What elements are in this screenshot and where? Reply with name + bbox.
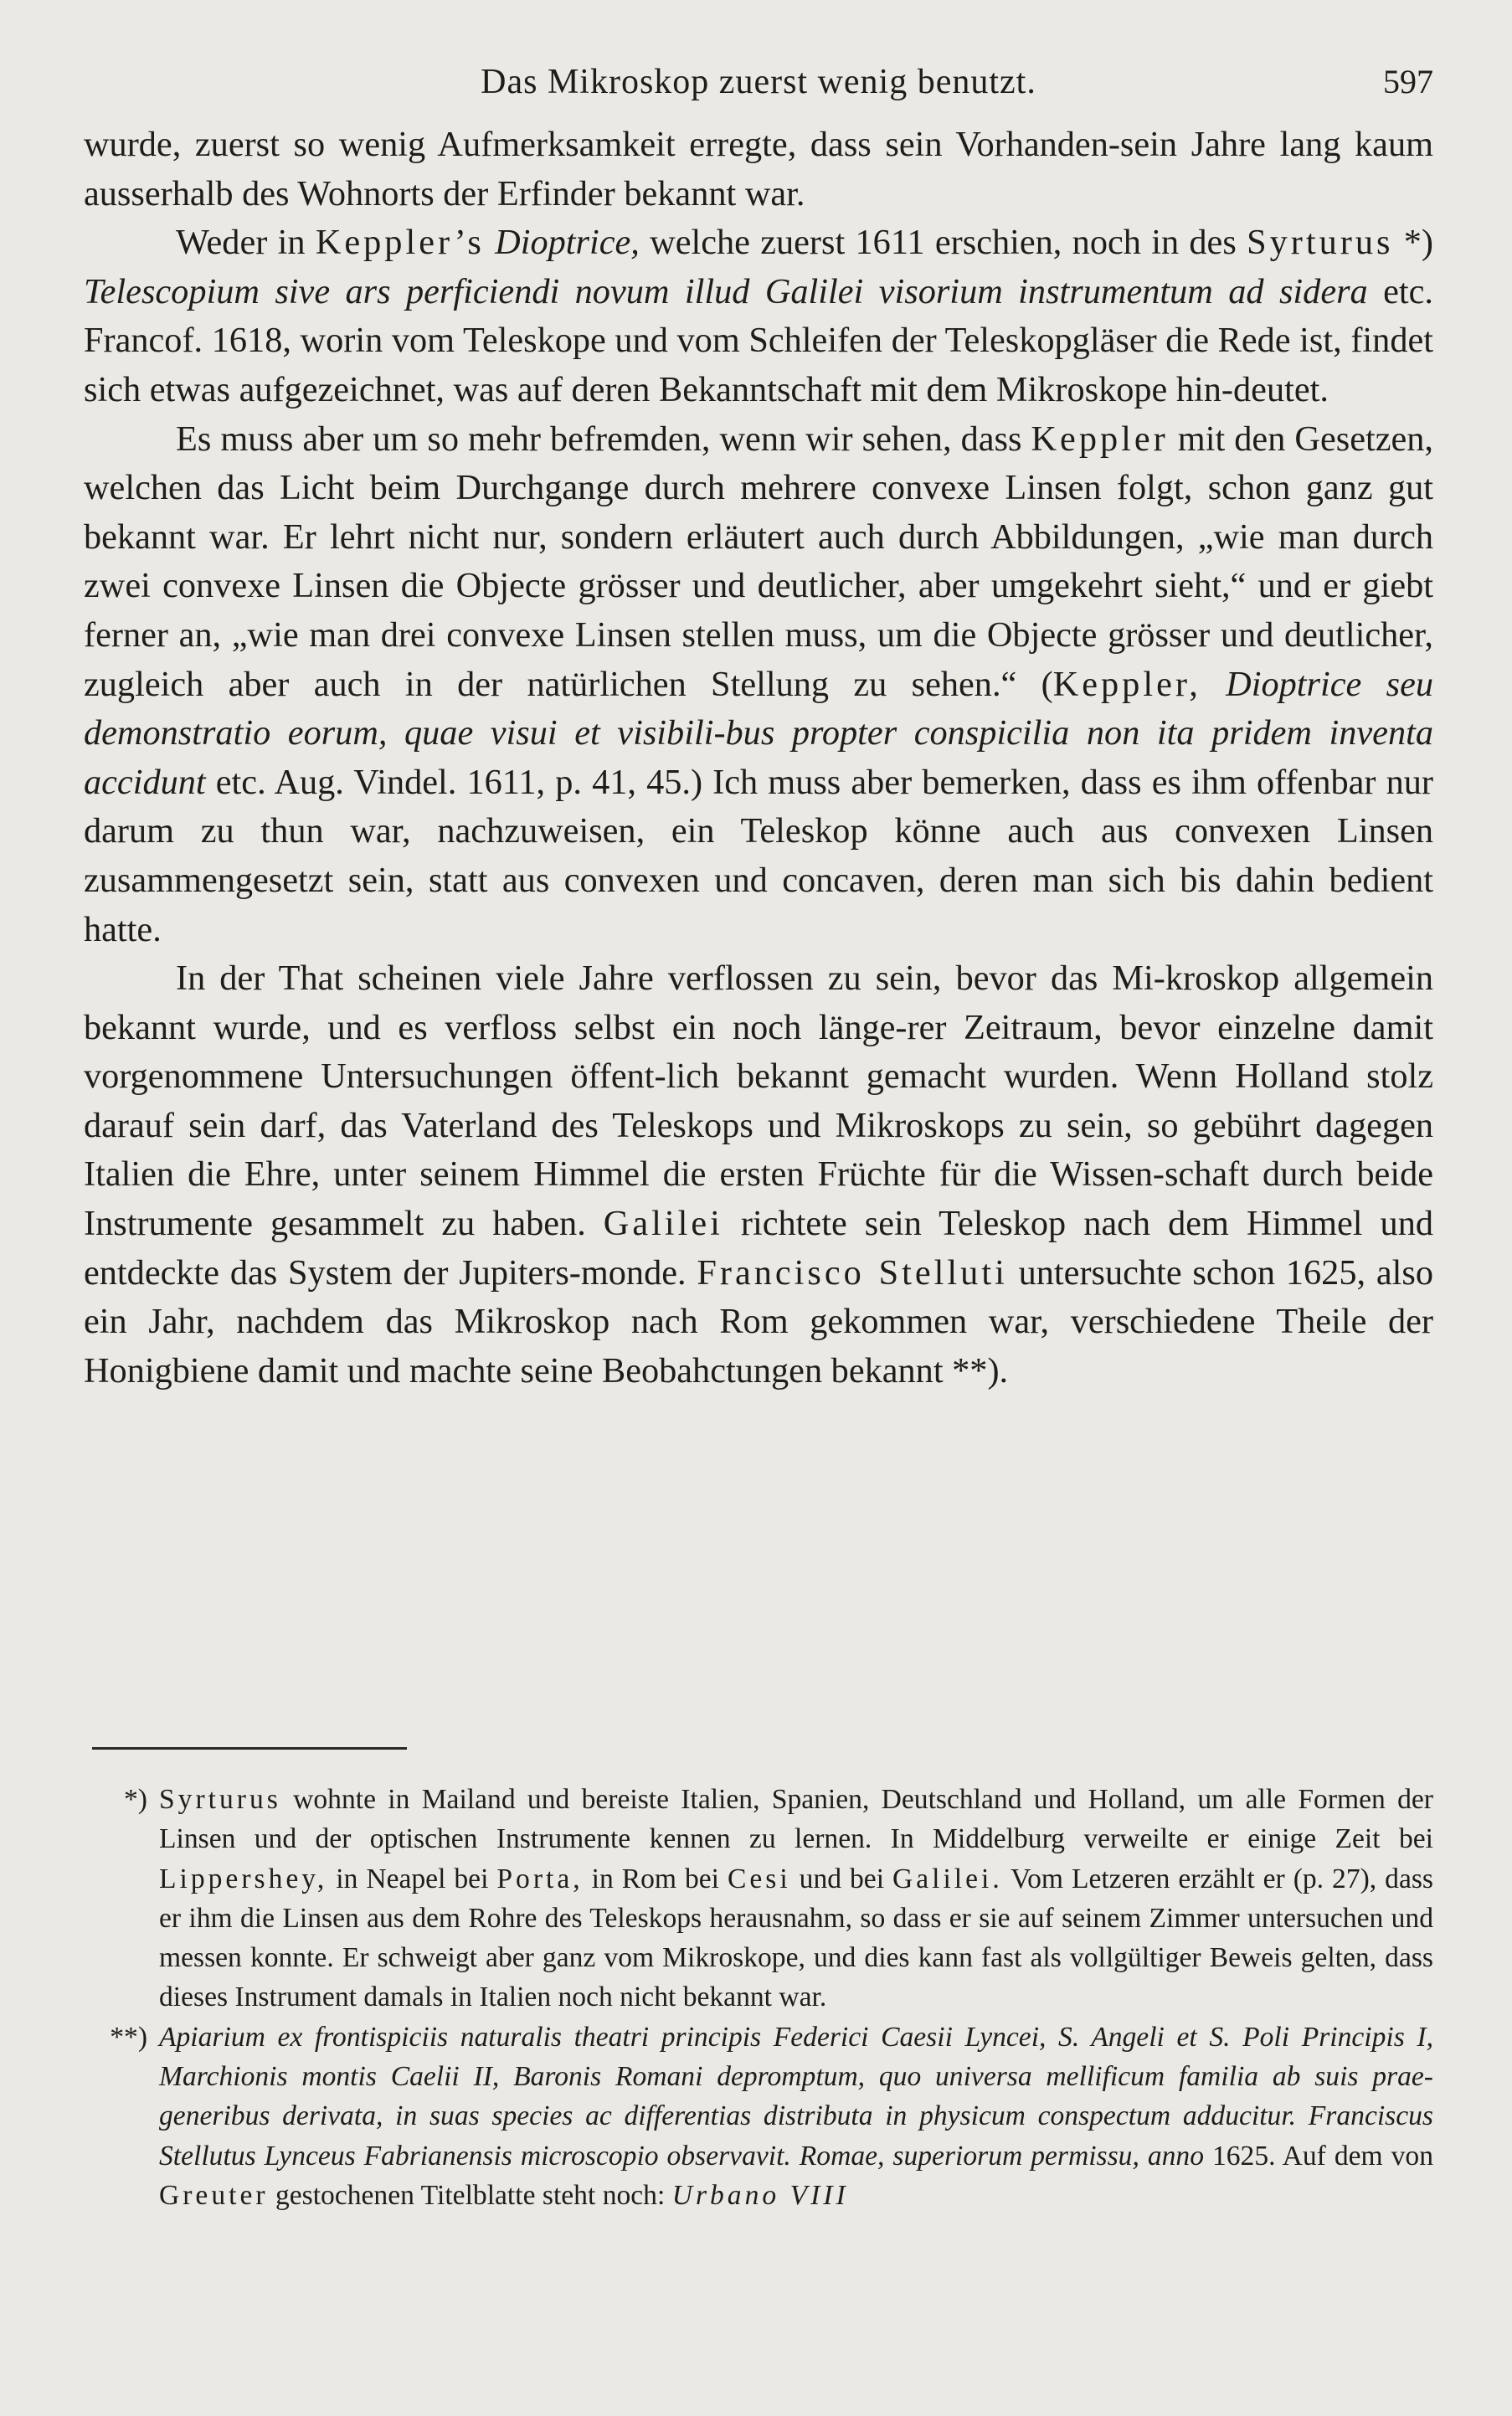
- p2-text-1: Weder in: [176, 223, 316, 263]
- title-dioptrice: Dioptrice,: [495, 223, 640, 263]
- name-keppler: Keppler,: [1052, 664, 1201, 704]
- footnote-2: [84, 2018, 1433, 2215]
- name-stelluti: Francisco Stelluti: [697, 1252, 1008, 1293]
- main-text: [84, 121, 1433, 1396]
- paragraph-4: [84, 954, 1433, 1396]
- name-syrturus: Syrturus: [1247, 223, 1394, 263]
- name-galilei: Galilei.: [892, 1863, 1003, 1894]
- name-syrturus: Syrturus: [159, 1784, 281, 1815]
- paragraph-1-text: wurde, zuerst so wenig Aufmerksamkeit erregte, dass sein Vorhanden-sein Jahre lang kaum ausserhalb des Wohnorts der Erfinder bekannt war.: [84, 125, 1433, 213]
- p2-text-2: [485, 223, 495, 262]
- name-keppler: Keppler’s: [315, 223, 485, 263]
- fn1-text-1: wohnte in Mailand und bereiste Italien, Spanien, Deutschland und Holland, um alle Formen der Linsen und der optischen Instrumente kennen zu lernen. In Middelburg verweilte er einige Zeit bei: [159, 1784, 1433, 1855]
- footnote-mark: **): [110, 2021, 147, 2053]
- name-greuter: Greuter: [159, 2179, 269, 2211]
- p3-text-1: Es muss aber um so mehr befremden, wenn wir sehen, dass: [176, 419, 1031, 459]
- name-galilei: Galilei: [603, 1204, 723, 1244]
- p2-text-5: etc. Francof. 1618, worin vom Teleskope und vom Schleifen der Teleskopgläser die Rede ist, findet sich etwas aufgezeichnet, was auf deren Bekanntschaft mit dem Mikroskope hin-deutet.: [84, 271, 1433, 409]
- page-number: 597: [1383, 63, 1433, 100]
- p4-text-1: In der That scheinen viele Jahre verflossen zu sein, bevor das Mi-kroskop allgemein bekannt wurde, und es verfloss selbst ein noch länge-rer Zeitraum, bevor einzelne damit vorgenommene Untersuchungen öffent-lich bekannt gemacht wurden. Wenn Holland stolz darauf sein darf, das Vaterland des Teleskops und Mikroskops zu sein, so gebührt dagegen Italien die Ehre, unter seinem Himmel die ersten Früchte für die Wissen-schaft durch beide Instrumente gesammelt zu haben.: [84, 959, 1433, 1244]
- fn2-text-2: gestochenen Titelblatte steht noch:: [268, 2179, 672, 2211]
- footnote-mark: *): [124, 1784, 147, 1815]
- title-dioptrice-full: Dioptrice seu demonstratio eorum, quae visui et visibili-bus propter conspicilia non ita pridem inventa accidunt: [84, 664, 1433, 802]
- paragraph-2: [84, 218, 1433, 414]
- fn1-text-5: Vom Letzeren erzählt er (p. 27), dass er ihm die Linsen aus dem Rohre des Teleskops herausnahm, so dass er sie auf seinem Zimmer untersuchen und messen konnte. Er schweigt aber ganz vom Mikroskope, und dies kann fast als vollgültiger Beweis gelten, dass dieses Instrument damals in Italien noch nicht bekannt war.: [159, 1863, 1433, 2013]
- footnote-divider: [92, 1747, 407, 1750]
- p4-text-3: untersuchte schon 1625, also ein Jahr, nachdem das Mikroskop nach Rom gekommen war, verschiedene Theile der Honigbiene damit und machte seine Beobahctungen bekannt **).: [84, 1252, 1433, 1390]
- fn1-text-3: in Rom bei: [583, 1863, 728, 1894]
- paragraph-3: [84, 415, 1433, 955]
- footnote-text: [159, 1780, 1433, 2018]
- fn1-text-2: in Neapel bei: [327, 1863, 497, 1894]
- fn1-text-4: und bei: [790, 1863, 892, 1894]
- name-lippershey: Lippershey,: [159, 1863, 328, 1894]
- name-porta: Porta,: [496, 1863, 584, 1894]
- running-title: Das Mikroskop zuerst wenig benutzt.: [481, 63, 1036, 101]
- name-keppler: Keppler: [1031, 419, 1169, 459]
- name-cesi: Cesi: [727, 1863, 791, 1894]
- paragraph-1: [84, 121, 1433, 218]
- footnote-text: [159, 2018, 1433, 2215]
- urbano-viii: Urbano VIII: [671, 2179, 849, 2211]
- p2-text-3: welche zuerst 1611 erschien, noch in des: [639, 223, 1247, 263]
- page-header: [84, 62, 1433, 109]
- fn2-text-1: 1625. Auf dem von: [1204, 2140, 1433, 2172]
- p2-text-4: *): [1393, 223, 1433, 263]
- title-telescopium: Telescopium sive ars perficiendi novum illud Galilei visorium instrumentum ad sidera: [84, 271, 1368, 311]
- p3-text-3: [1201, 665, 1226, 704]
- footnotes: [84, 1780, 1433, 2215]
- footnote-1: [84, 1780, 1433, 2018]
- p3-text-4: etc. Aug. Vindel. 1611, p. 41, 45.) Ich muss aber bemerken, dass es ihm offenbar nur darum zu thun war, nachzuweisen, ein Teleskop könne auch aus convexen Linsen zusammengesetzt sein, statt aus convexen und concaven, deren man sich bis dahin bedient hatte.: [84, 762, 1433, 949]
- p3-text-2: mit den Gesetzen, welchen das Licht beim Durchgange durch mehrere convexe Linsen folgt, schon ganz gut bekannt war. Er lehrt nicht nur, sondern erläutert auch durch Abbildungen, „wie man durch zwei convexe Linsen die Objecte grösser und deutlicher, aber umgekehrt sieht,“ und er giebt ferner an, „wie man drei convexe Linsen stellen muss, um die Objecte grösser und deutlicher, zugleich aber auch in der natürlichen Stellung zu sehen.“ (: [84, 419, 1433, 704]
- apiarium-title: Apiarium ex frontispiciis naturalis theatri principis Federici Caesii Lyncei, S. Angeli et S. Poli Principis I, Marchionis montis Caelii II, Baronis Romani depromptum, quo universa mellificum familia ab suis prae-generibus derivata, in suas species ac differentias distributa in physicum conspectum adducitur. Franciscus Stellutus Lynceus Fabrianensis microscopio observavit. Romae, superiorum permissu, anno: [159, 2021, 1433, 2172]
- p4-text-2: richtete sein Teleskop nach dem Himmel und entdeckte das System der Jupiters-monde.: [84, 1204, 1433, 1293]
